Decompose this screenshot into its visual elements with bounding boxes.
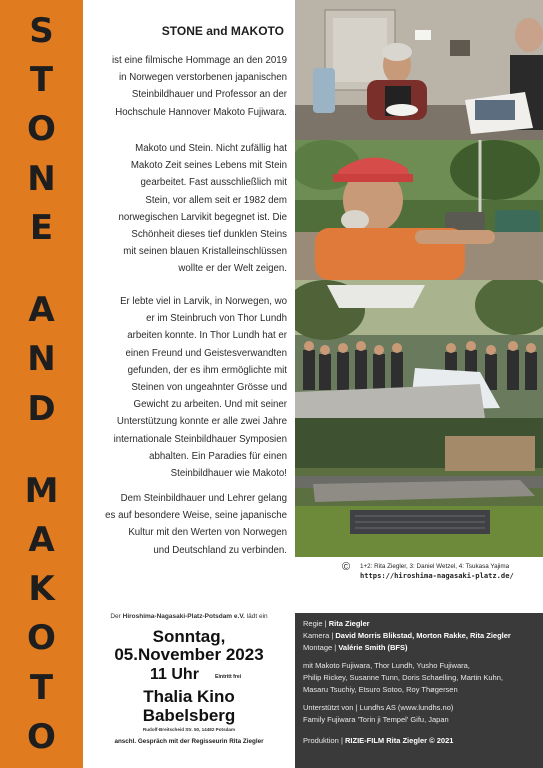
event-date: [83, 628, 295, 664]
vertical-title-letter: K: [28, 569, 55, 610]
credit-label: Regie |: [303, 619, 327, 628]
vertical-title-letter: S: [29, 11, 54, 51]
text-line: Steinbildhauer wie Makoto!: [170, 468, 287, 480]
text-line: arbeiten konnte. In Thor Lundh hat er: [127, 330, 287, 342]
venue-address: Rudolf-Breitscheid Str. 50, 14482 Potsdam: [142, 727, 236, 732]
invitation-line: [83, 613, 295, 620]
culture-paragraph: [92, 490, 287, 559]
credit-cast-line: mit Makoto Fujiwara, Thor Lundh, Yusho Fujiwara,: [303, 661, 470, 670]
photo-credits: [360, 562, 543, 580]
vertical-title-letter: A: [28, 520, 55, 561]
entry-note: Eintritt frei: [215, 674, 242, 680]
text-line: wollte er der Welt zeigen.: [178, 263, 287, 275]
page-title: STONE and MAKOTO: [161, 24, 284, 38]
text-line: gefunden, der es ihm ermöglichte mit: [127, 364, 287, 376]
credit-value: Rita Ziegler: [328, 619, 370, 628]
text-line: Stein, vor allem seit er 1982 dem: [145, 194, 287, 206]
date-day: 05.November 2023: [114, 645, 264, 664]
credit-label: Produktion |: [303, 736, 343, 745]
text-line: mit seinen blauen Kristalleinschlüssen: [123, 246, 287, 258]
vertical-title-letter: O: [27, 109, 56, 150]
text-line: Unterstützung konnte er alle zwei Jahre: [116, 416, 287, 428]
vertical-title-letter: T: [29, 60, 54, 101]
text-line: gearbeitet. Fast ausschließlich mit: [140, 177, 287, 189]
photo-stone-monument: [295, 418, 543, 557]
text-line: abhalten. Ein Paradies für einen: [149, 450, 287, 462]
photo-crowd-sculpture: [295, 280, 543, 418]
film-credits-panel: [295, 613, 543, 768]
invite-prefix: Der: [110, 613, 121, 620]
credit-support-line: Unterstützt von | Lundhs AS (www.lundhs.no): [303, 703, 454, 712]
intro-paragraph: [92, 52, 287, 121]
text-line: Dem Steinbildhauer und Lehrer gelang: [120, 493, 287, 504]
credit-cast-line: Masaru Tsuchiy, Etsuro Sotoo, Roy Thøgersen: [303, 685, 458, 694]
text-line: Steinen von ungeahnter Grösse und: [131, 382, 287, 394]
text-line: Er lebte viel in Larvik, in Norwegen, wo: [120, 296, 287, 307]
vertical-title-letter: T: [29, 667, 54, 708]
text-line: er im Steinbruch von Thor Lundh: [146, 313, 287, 325]
vertical-title-letter: D: [27, 388, 56, 429]
copyright-icon: ©: [342, 561, 351, 573]
credit-value: David Morris Blikstad, Morton Rakke, Rita Ziegler: [335, 631, 511, 640]
text-line: Kultur mit den Werten von Norwegen: [128, 527, 287, 539]
photo-strip: [295, 0, 543, 557]
text-line: und Deutschland zu verbinden.: [153, 544, 287, 556]
credit-montage: [303, 642, 408, 654]
text-line: norwegischen Larvikit begegnet ist. Die: [118, 211, 287, 223]
vertical-title-letter: O: [27, 716, 56, 757]
photo-makoto-table: [295, 0, 543, 140]
credit-label: Montage |: [303, 643, 337, 652]
credit-regie: [303, 618, 370, 630]
credit-value: RIZIE-FILM Rita Ziegler © 2021: [344, 736, 454, 745]
event-time: 11 Uhr: [150, 666, 199, 683]
text-line: Hochschule Hannover Makoto Fujiwara.: [115, 106, 287, 118]
credit-label: Kamera |: [303, 631, 334, 640]
text-line: es auf besondere Weise, seine japanische: [105, 510, 287, 522]
text-line: internationale Steinbildhauer Symposien: [113, 433, 287, 445]
discussion-note: anschl. Gespräch mit der Regisseurin Rita Ziegler: [114, 738, 264, 745]
event-venue: [83, 687, 295, 725]
vertical-title-letter: N: [27, 339, 56, 380]
larvik-paragraph: [92, 293, 287, 482]
photo-credits-text: 1+2: Rita Ziegler, 3: Daniel Wetzel, 4: Tsukasa Yajima: [360, 563, 510, 570]
vertical-title: [0, 11, 83, 757]
credit-support-line: Family Fujiwara 'Torin ji Tempel' Gifu, Japan: [303, 715, 449, 724]
stone-paragraph: [92, 140, 287, 278]
invite-organization: Hiroshima-Nagasaki-Platz-Potsdam e.V.: [122, 613, 245, 620]
text-line: in Norwegen verstorbenen japanischen: [118, 72, 287, 84]
text-line: einen Freund und Geistesverwandten: [125, 347, 287, 359]
invite-suffix: lädt ein: [246, 613, 268, 620]
venue-name-line2: Babelsberg: [142, 706, 236, 725]
photo-makoto-outdoors: [295, 140, 543, 280]
vertical-title-letter: A: [28, 290, 55, 331]
vertical-title-letter: E: [29, 207, 54, 248]
text-line: Schönheit dieses tief dunklen Steins: [131, 229, 287, 241]
text-line: Makoto und Stein. Nicht zufällig hat: [135, 143, 287, 154]
credit-value: Valérie Smith (BFS): [338, 643, 408, 652]
vertical-title-letter: M: [24, 470, 59, 511]
website-link[interactable]: https://hiroshima-nagasaki-platz.de/: [360, 571, 514, 580]
text-line: ist eine filmische Hommage an den 2019: [111, 55, 287, 66]
vertical-title-letter: N: [27, 158, 56, 199]
text-line: Steinbildhauer und Professor an der: [131, 89, 287, 101]
credit-cast-line: Philip Rickey, Susanne Tunn, Doris Schaelling, Martin Kuhn,: [303, 673, 503, 682]
date-weekday: Sonntag,: [152, 627, 226, 646]
text-line: Makoto Zeit seines Lebens mit Stein: [130, 160, 287, 172]
credit-produktion: [303, 735, 453, 747]
vertical-title-letter: O: [27, 618, 56, 659]
text-line: Gewicht zu arbeiten. Und mit seiner: [133, 399, 287, 411]
credit-kamera: [303, 630, 511, 642]
venue-name-line1: Thalia Kino: [143, 687, 235, 706]
